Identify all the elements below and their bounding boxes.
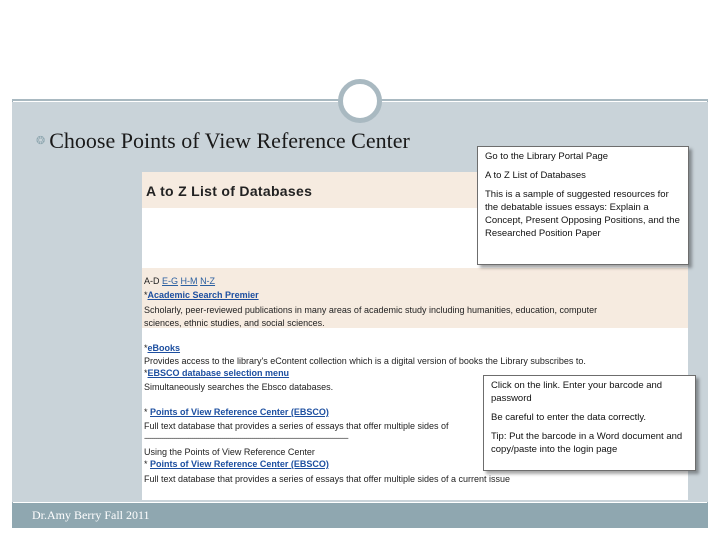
slide-title: Choose Points of View Reference Center — [49, 128, 410, 153]
slide-footer-text: Dr.Amy Berry Fall 2011 — [32, 508, 150, 522]
entry-marker: * — [144, 407, 151, 417]
callout-portal-instructions — [477, 146, 689, 265]
callout-tip-line: Tip: Put the barcode in a Word document and copy/paste into the login page — [491, 431, 683, 455]
bullet-icon: ❂ — [36, 134, 46, 147]
ebsco-selection-menu-link[interactable]: EBSCO database selection menu — [147, 368, 290, 378]
academic-search-desc-line2: sciences, ethnic studies, and social sciences. — [144, 318, 325, 328]
ebooks-link[interactable]: eBooks — [147, 343, 181, 353]
ebsco-desc: Simultaneously searches the Ebsco databases. — [144, 382, 334, 392]
callout-az-line: A to Z List of Databases — [485, 170, 586, 181]
entry-marker: * — [144, 459, 151, 469]
pov-desc-first: Full text database that provides a series of essays that offer multiple sides of — [144, 421, 449, 431]
callout-click-line: Click on the link. Enter your barcode and password — [491, 380, 663, 404]
ebsco-entry — [144, 368, 289, 378]
callout-careful-line: Be careful to enter the data correctly. — [491, 412, 647, 423]
az-nav-link-h-m[interactable]: H-M — [180, 276, 198, 286]
pov-entry-second — [144, 459, 329, 469]
pov-desc-second: Full text database that provides a series of essays that offer multiple sides of a current issue — [144, 474, 511, 484]
entry-marker: * — [144, 368, 148, 378]
pov-entry-first — [144, 407, 329, 417]
callout-sample-line: This is a sample of suggested resources for the debatable issues essays: Explain a Concept, Present Opposing Positions, and the Researched Position Paper — [485, 189, 680, 239]
az-nav-link-e-g[interactable]: E-G — [162, 276, 179, 286]
slide-title-row — [36, 128, 410, 154]
az-nav-link-n-z[interactable]: N-Z — [200, 276, 216, 286]
az-list-title: A to Z List of Databases — [146, 183, 313, 199]
ebooks-desc: Provides access to the library's eContent collection which is a digital version of books the Library subscribes to. — [144, 356, 586, 366]
callout-login-instructions — [483, 375, 696, 471]
ebooks-entry — [144, 343, 180, 353]
pov-reference-center-link[interactable]: Points of View Reference Center (EBSCO) — [150, 407, 329, 417]
az-nav-current: A-D — [144, 276, 160, 286]
entry-marker: * — [144, 343, 148, 353]
using-pov-heading: Using the Points of View Reference Center — [144, 447, 315, 457]
az-letter-nav — [144, 276, 215, 286]
circle-ornament-icon — [338, 79, 382, 123]
academic-search-premier-link[interactable]: Academic Search Premier — [147, 290, 259, 300]
academic-search-entry — [144, 290, 259, 300]
academic-search-desc-line1: Scholarly, peer-reviewed publications in many areas of academic study including humanities, education, computer — [144, 305, 598, 315]
entry-marker: * — [144, 290, 148, 300]
pov-reference-center-link-2[interactable]: Points of View Reference Center (EBSCO) — [150, 459, 329, 469]
callout-portal-line: Go to the Library Portal Page — [485, 151, 609, 162]
dashed-separator: ------------------------------------------------------------------------------------------------------ — [144, 433, 348, 443]
